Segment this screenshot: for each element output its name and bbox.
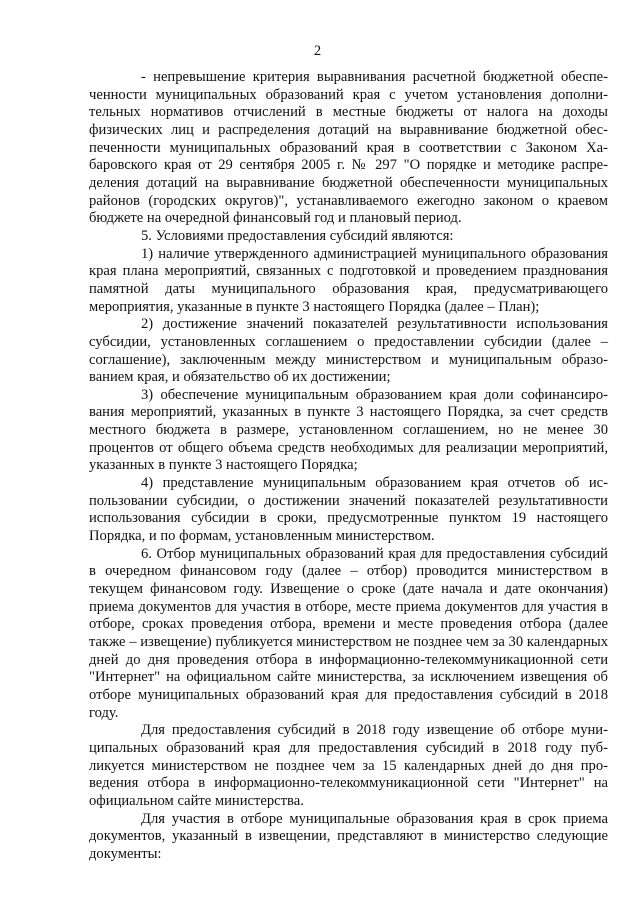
paragraph-condition-2: 2) достижение значений показателей результативности использования субсидии, установленных соглашением о предоставлении субсидии (далее – соглашение), заключенным между министерством и муниципальным образованием края, и обязательство об их достижении; xyxy=(89,316,608,386)
paragraph-condition-4: 4) представление муниципальным образованием края отчетов об использовании субсидии, о достижении значений показателей результативности использования субсидии в сроки, предусмотренные пунктом 19 настоящего Порядка, и по формам, установленным министерством. xyxy=(89,475,608,545)
document-body xyxy=(89,69,608,864)
paragraph-equalization-criterion: - непревышение критерия выравнивания расчетной бюджетной обеспеченности муниципальных образований края с учетом установления дополнительных нормативов отчислений в местные бюджеты от налога на доходы физических лиц и распределения дотаций на выравнивание бюджетной обеспеченности муниципальных образований края в соответствии с Законом Хабаровского края от 29 сентября 2005 г. № 297 "О порядке и методике распределения дотаций на выравнивание бюджетной обеспеченности муниципальных районов (городских округов)", устанавливаемого ежегодно законом о краевом бюджете на очередной финансовый год и плановый период. xyxy=(89,69,608,227)
paragraph-conditions-heading: 5. Условиями предоставления субсидий являются: xyxy=(141,227,454,244)
paragraph-participation-documents: Для участия в отборе муниципальные образования края в срок приема документов, указанный в извещении, представляют в министерство следующие документы: xyxy=(89,810,608,862)
paragraph-condition-1: 1) наличие утвержденного администрацией муниципального образования края плана мероприятий, связанных с подготовкой и проведением празднования памятной даты муниципального образования края, предусматривающего мероприятия, указанные в пункте 3 настоящего Порядка (далее – План); xyxy=(89,245,608,315)
paragraph-condition-3: 3) обеспечение муниципальным образованием края доли софинансирования мероприятий, указанных в пункте 3 настоящего Порядка, за счет средств местного бюджета в размере, установленном соглашением, но не менее 30 процентов от общего объема средств необходимых для реализации мероприятий, указанных в пункте 3 настоящего Порядка; xyxy=(89,386,608,474)
page-number: 2 xyxy=(313,43,322,59)
paragraph-selection-2018: Для предоставления субсидий в 2018 году извещение об отборе муниципальных образований края для предоставления субсидий в 2018 году публикуется министерством не позднее чем за 15 календарных дней до дня проведения отбора в информационно-телекоммуникационной сети "Интернет" на официальном сайте министерства. xyxy=(89,722,608,809)
paragraph-selection-6: 6. Отбор муниципальных образований края для предоставления субсидий в очередном финансовом году (далее – отбор) проводится министерством в текущем финансовом году. Извещение о сроке (дате начала и дате окончания) приема документов для участия в отборе, месте приема документов для участия в отборе, сроках проведения отбора, времени и месте проведения отбора (далее также – извещение) публикуется министерством не позднее чем за 30 календарных дней до дня проведения отбора в информационно-телекоммуникационной сети "Интернет" на официальном сайте министерства, за исключением извещения об отборе муниципальных образований края для предоставления субсидий в 2018 году. xyxy=(89,545,608,721)
